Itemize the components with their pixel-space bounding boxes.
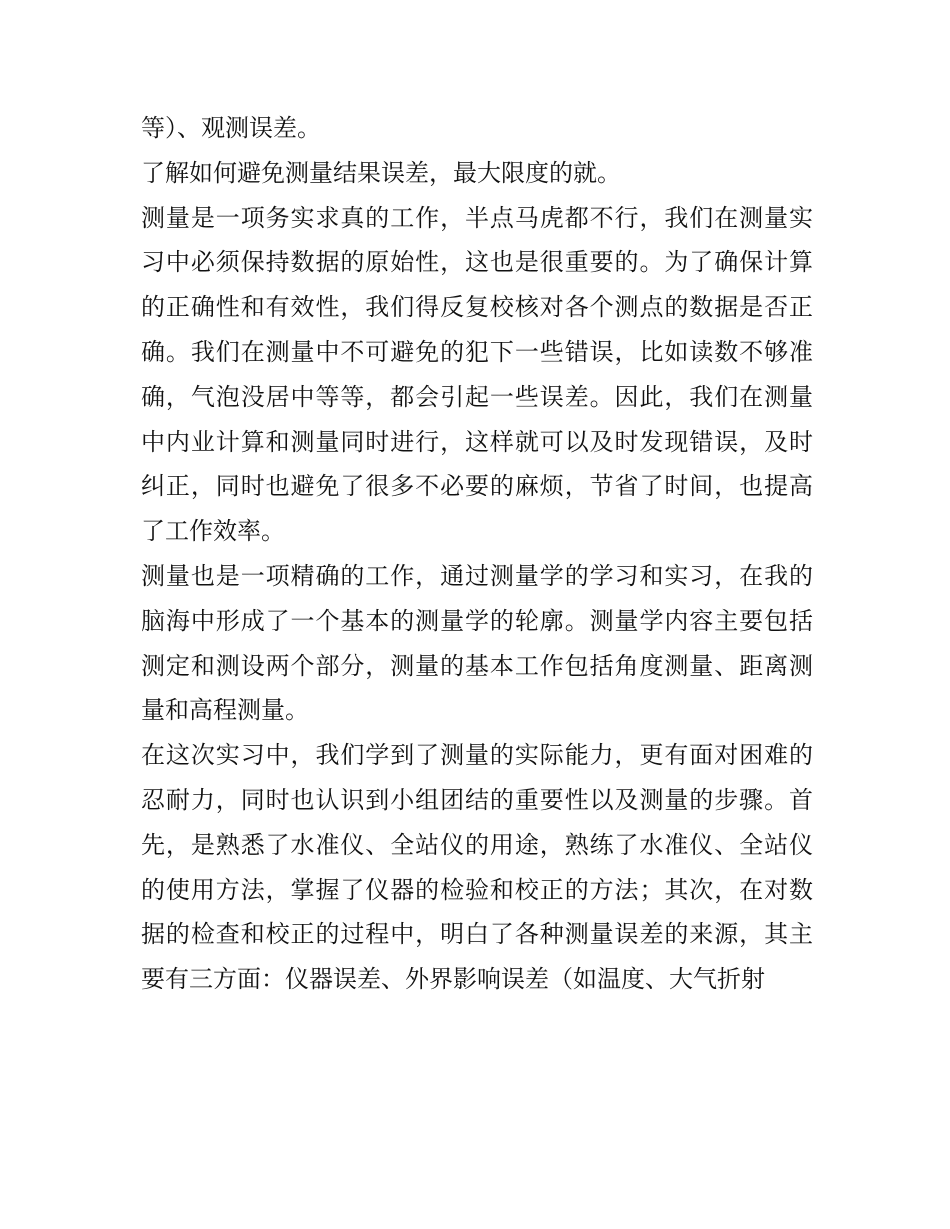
document-body: [141, 106, 813, 1002]
text-line: 的正确性和有效性，我们得反复校核对各个测点的数据是否正: [141, 293, 813, 322]
text-line: 等）、观测误差。: [141, 114, 321, 142]
text-line: 习中必须保持数据的原始性，这也是很重要的。为了确保计算: [141, 248, 813, 277]
paragraph-4: [141, 554, 813, 733]
text-line: 中内业计算和测量同时进行，这样就可以及时发现错误，及时: [141, 427, 813, 456]
text-line: 了解如何避免测量结果误差，最大限度的就。: [141, 158, 621, 187]
text-line: 先，是熟悉了水准仪、全站仪的用途，熟练了水准仪、全站仪: [141, 830, 813, 859]
text-line: 测定和测设两个部分，测量的基本工作包括角度测量、距离测: [141, 651, 813, 680]
text-line: 据的检查和校正的过程中，明白了各种测量误差的来源，其主: [141, 920, 813, 949]
text-line: 确。我们在测量中不可避免的犯下一些错误，比如读数不够准: [141, 337, 813, 366]
text-line: 要有三方面：仪器误差、外界影响误差（如温度、大气折射: [141, 965, 765, 994]
text-line: 量和高程测量。: [141, 696, 309, 725]
paragraph-5: [141, 733, 813, 1002]
text-line: 测量是一项务实求真的工作，半点马虎都不行，我们在测量实: [141, 203, 813, 232]
paragraph-2: [141, 151, 813, 196]
text-line: 忍耐力，同时也认识到小组团结的重要性以及测量的步骤。首: [141, 785, 813, 814]
text-line: 确，气泡没居中等等，都会引起一些误差。因此，我们在测量: [141, 382, 813, 411]
text-line: 脑海中形成了一个基本的测量学的轮廓。测量学内容主要包括: [141, 606, 813, 635]
text-line: 了工作效率。: [141, 517, 285, 546]
text-line: 的使用方法，掌握了仪器的检验和校正的方法；其次，在对数: [141, 875, 813, 904]
text-line: 测量也是一项精确的工作，通过测量学的学习和实习，在我的: [141, 561, 813, 590]
text-line: 在这次实习中，我们学到了测量的实际能力，更有面对困难的: [141, 741, 813, 770]
text-line: 纠正，同时也避免了很多不必要的麻烦，节省了时间，也提高: [141, 472, 813, 501]
paragraph-1: [141, 106, 813, 151]
paragraph-3: [141, 196, 813, 554]
